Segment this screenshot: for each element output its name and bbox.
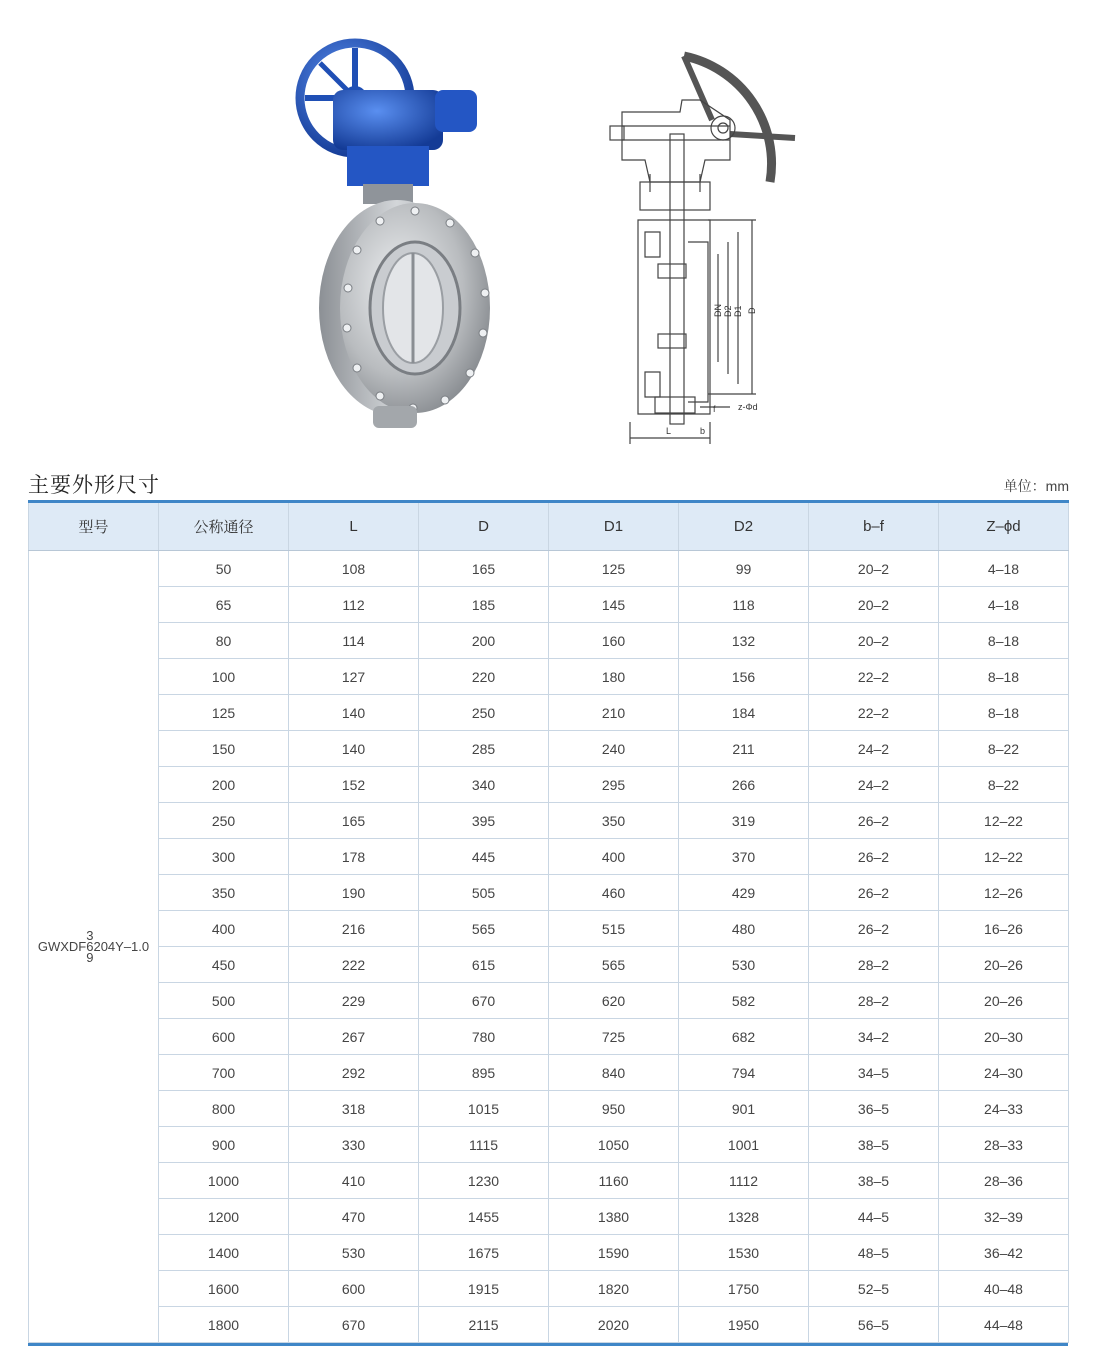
- cell-b-f: 26–2: [809, 911, 939, 947]
- valve-product-image: [285, 28, 495, 438]
- cell-d: 250: [419, 695, 549, 731]
- cell-l: 530: [289, 1235, 419, 1271]
- cell-d2: 429: [679, 875, 809, 911]
- table-row: [29, 1163, 1069, 1199]
- cell-nominal-diameter: 1200: [159, 1199, 289, 1235]
- cell-z-phid: 24–30: [939, 1055, 1069, 1091]
- table-row: [29, 1019, 1069, 1055]
- cell-d: 565: [419, 911, 549, 947]
- cell-d1: 950: [549, 1091, 679, 1127]
- cell-b-f: 44–5: [809, 1199, 939, 1235]
- cell-d2: 582: [679, 983, 809, 1019]
- cell-nominal-diameter: 1400: [159, 1235, 289, 1271]
- cell-d1: 2020: [549, 1307, 679, 1343]
- cell-d: 1675: [419, 1235, 549, 1271]
- dimension-table: [28, 500, 1069, 1343]
- cell-d2: 480: [679, 911, 809, 947]
- cell-z-phid: 20–26: [939, 947, 1069, 983]
- cell-d1: 350: [549, 803, 679, 839]
- table-row: [29, 1199, 1069, 1235]
- cell-nominal-diameter: 700: [159, 1055, 289, 1091]
- drawing-label-d1: D1: [733, 305, 743, 317]
- cell-nominal-diameter: 125: [159, 695, 289, 731]
- cell-d1: 515: [549, 911, 679, 947]
- cell-l: 222: [289, 947, 419, 983]
- table-header-row: [29, 502, 1069, 551]
- valve-dimension-drawing: [600, 42, 820, 452]
- cell-d: 505: [419, 875, 549, 911]
- cell-d: 780: [419, 1019, 549, 1055]
- cell-d1: 210: [549, 695, 679, 731]
- cell-d1: 840: [549, 1055, 679, 1091]
- cell-b-f: 34–5: [809, 1055, 939, 1091]
- cell-nominal-diameter: 65: [159, 587, 289, 623]
- cell-l: 152: [289, 767, 419, 803]
- table-body: [29, 551, 1069, 1343]
- cell-d2: 1001: [679, 1127, 809, 1163]
- model-name: [38, 930, 149, 963]
- cell-d: 1230: [419, 1163, 549, 1199]
- table-row: [29, 1235, 1069, 1271]
- table-row: [29, 695, 1069, 731]
- cell-d2: 132: [679, 623, 809, 659]
- cell-z-phid: 8–18: [939, 695, 1069, 731]
- cell-l: 600: [289, 1271, 419, 1307]
- cell-d: 165: [419, 551, 549, 587]
- cell-d2: 901: [679, 1091, 809, 1127]
- table-row: [29, 1127, 1069, 1163]
- cell-d: 1915: [419, 1271, 549, 1307]
- drawing-label-d: D: [747, 307, 757, 314]
- cell-b-f: 56–5: [809, 1307, 939, 1343]
- model-middle: 6: [86, 939, 94, 954]
- cell-l: 140: [289, 695, 419, 731]
- cell-z-phid: 20–26: [939, 983, 1069, 1019]
- cell-d1: 1820: [549, 1271, 679, 1307]
- cell-l: 127: [289, 659, 419, 695]
- cell-nominal-diameter: 1800: [159, 1307, 289, 1343]
- cell-b-f: 52–5: [809, 1271, 939, 1307]
- table-row: [29, 947, 1069, 983]
- header-z-phid: Z–ϕd: [939, 502, 1069, 551]
- table-row: [29, 1055, 1069, 1091]
- cell-d1: 565: [549, 947, 679, 983]
- cell-z-phid: 36–42: [939, 1235, 1069, 1271]
- table-row: [29, 551, 1069, 587]
- cell-b-f: 20–2: [809, 551, 939, 587]
- model-stacked-variants: [86, 930, 93, 963]
- cell-b-f: 34–2: [809, 1019, 939, 1055]
- cell-d2: 1950: [679, 1307, 809, 1343]
- cell-z-phid: 16–26: [939, 911, 1069, 947]
- cell-d2: 266: [679, 767, 809, 803]
- cell-z-phid: 8–18: [939, 659, 1069, 695]
- cell-b-f: 20–2: [809, 623, 939, 659]
- cell-d1: 460: [549, 875, 679, 911]
- drawing-label-zphid: z-Φd: [738, 402, 758, 412]
- unit-label: 单位：mm: [1003, 478, 1069, 494]
- drawing-label-dn: DN: [713, 304, 723, 317]
- cell-d2: 184: [679, 695, 809, 731]
- cell-d1: 725: [549, 1019, 679, 1055]
- cell-d: 615: [419, 947, 549, 983]
- cell-nominal-diameter: 400: [159, 911, 289, 947]
- cell-d: 670: [419, 983, 549, 1019]
- cell-b-f: 26–2: [809, 803, 939, 839]
- header-model: 型号: [29, 502, 159, 551]
- cell-d1: 160: [549, 623, 679, 659]
- cell-b-f: 26–2: [809, 839, 939, 875]
- cell-z-phid: 20–30: [939, 1019, 1069, 1055]
- cell-d1: 145: [549, 587, 679, 623]
- cell-d2: 118: [679, 587, 809, 623]
- cell-b-f: 48–5: [809, 1235, 939, 1271]
- model-cell: [29, 551, 159, 1343]
- cell-l: 410: [289, 1163, 419, 1199]
- cell-d2: 530: [679, 947, 809, 983]
- table-row: [29, 731, 1069, 767]
- cell-d2: 1112: [679, 1163, 809, 1199]
- cell-nominal-diameter: 1000: [159, 1163, 289, 1199]
- cell-z-phid: 44–48: [939, 1307, 1069, 1343]
- cell-nominal-diameter: 50: [159, 551, 289, 587]
- cell-z-phid: 28–33: [939, 1127, 1069, 1163]
- cell-d: 395: [419, 803, 549, 839]
- cell-b-f: 20–2: [809, 587, 939, 623]
- cell-nominal-diameter: 600: [159, 1019, 289, 1055]
- cell-d1: 180: [549, 659, 679, 695]
- table-row: [29, 767, 1069, 803]
- cell-d1: 1590: [549, 1235, 679, 1271]
- cell-d2: 156: [679, 659, 809, 695]
- cell-nominal-diameter: 200: [159, 767, 289, 803]
- cell-d: 1015: [419, 1091, 549, 1127]
- cell-z-phid: 12–22: [939, 803, 1069, 839]
- cell-d: 185: [419, 587, 549, 623]
- cell-l: 267: [289, 1019, 419, 1055]
- cell-d: 285: [419, 731, 549, 767]
- model-superscript: 3: [86, 928, 94, 943]
- cell-b-f: 22–2: [809, 695, 939, 731]
- header-d: D: [419, 502, 549, 551]
- cell-d: 220: [419, 659, 549, 695]
- cell-b-f: 38–5: [809, 1163, 939, 1199]
- table-row: [29, 839, 1069, 875]
- table-row: [29, 1091, 1069, 1127]
- drawing-label-b: b: [700, 426, 706, 436]
- cell-nominal-diameter: 800: [159, 1091, 289, 1127]
- table-row: [29, 1307, 1069, 1343]
- cell-nominal-diameter: 80: [159, 623, 289, 659]
- table-row: [29, 1271, 1069, 1307]
- cell-l: 108: [289, 551, 419, 587]
- figure-area: [0, 0, 1105, 460]
- cell-l: 318: [289, 1091, 419, 1127]
- cell-d: 1455: [419, 1199, 549, 1235]
- cell-z-phid: 28–36: [939, 1163, 1069, 1199]
- cell-d2: 794: [679, 1055, 809, 1091]
- drawing-label-f: f: [713, 404, 716, 414]
- cell-l: 670: [289, 1307, 419, 1343]
- model-subscript: 9: [86, 950, 94, 965]
- cell-d1: 400: [549, 839, 679, 875]
- cell-l: 190: [289, 875, 419, 911]
- cell-b-f: 24–2: [809, 767, 939, 803]
- cell-nominal-diameter: 900: [159, 1127, 289, 1163]
- cell-l: 216: [289, 911, 419, 947]
- cell-d: 1115: [419, 1127, 549, 1163]
- cell-d1: 240: [549, 731, 679, 767]
- header-nominal-diameter: 公称通径: [159, 502, 289, 551]
- cell-d: 200: [419, 623, 549, 659]
- cell-b-f: 28–2: [809, 947, 939, 983]
- cell-b-f: 36–5: [809, 1091, 939, 1127]
- cell-d2: 1328: [679, 1199, 809, 1235]
- cell-nominal-diameter: 1600: [159, 1271, 289, 1307]
- cell-d1: 1050: [549, 1127, 679, 1163]
- cell-l: 112: [289, 587, 419, 623]
- cell-d: 445: [419, 839, 549, 875]
- cell-l: 330: [289, 1127, 419, 1163]
- cell-z-phid: 32–39: [939, 1199, 1069, 1235]
- header-l: L: [289, 502, 419, 551]
- cell-nominal-diameter: 100: [159, 659, 289, 695]
- table-row: [29, 983, 1069, 1019]
- cell-d1: 295: [549, 767, 679, 803]
- cell-z-phid: 12–26: [939, 875, 1069, 911]
- cell-d2: 99: [679, 551, 809, 587]
- cell-d2: 1750: [679, 1271, 809, 1307]
- cell-d: 340: [419, 767, 549, 803]
- table-row: [29, 803, 1069, 839]
- table-row: [29, 623, 1069, 659]
- cell-d2: 1530: [679, 1235, 809, 1271]
- cell-l: 178: [289, 839, 419, 875]
- cell-z-phid: 24–33: [939, 1091, 1069, 1127]
- cell-z-phid: 8–18: [939, 623, 1069, 659]
- cell-z-phid: 8–22: [939, 731, 1069, 767]
- cell-d: 895: [419, 1055, 549, 1091]
- cell-d1: 125: [549, 551, 679, 587]
- table-row: [29, 587, 1069, 623]
- cell-nominal-diameter: 500: [159, 983, 289, 1019]
- cell-d2: 682: [679, 1019, 809, 1055]
- cell-z-phid: 40–48: [939, 1271, 1069, 1307]
- cell-nominal-diameter: 350: [159, 875, 289, 911]
- cell-b-f: 24–2: [809, 731, 939, 767]
- cell-l: 292: [289, 1055, 419, 1091]
- cell-nominal-diameter: 250: [159, 803, 289, 839]
- cell-d1: 1380: [549, 1199, 679, 1235]
- cell-b-f: 26–2: [809, 875, 939, 911]
- dimension-table-container: [28, 500, 1068, 1346]
- cell-l: 140: [289, 731, 419, 767]
- cell-d: 2115: [419, 1307, 549, 1343]
- table-row: [29, 911, 1069, 947]
- cell-l: 114: [289, 623, 419, 659]
- section-title: 主要外形尺寸: [28, 474, 160, 497]
- cell-l: 229: [289, 983, 419, 1019]
- cell-z-phid: 4–18: [939, 551, 1069, 587]
- drawing-label-d2: D2: [723, 305, 733, 317]
- header-d1: D1: [549, 502, 679, 551]
- cell-nominal-diameter: 450: [159, 947, 289, 983]
- cell-d2: 319: [679, 803, 809, 839]
- model-prefix: GWXDF: [37, 939, 87, 954]
- model-suffix: 204Y–1.0: [93, 939, 150, 954]
- header-d2: D2: [679, 502, 809, 551]
- drawing-label-l: L: [666, 426, 672, 436]
- cell-d1: 620: [549, 983, 679, 1019]
- table-row: [29, 659, 1069, 695]
- cell-z-phid: 4–18: [939, 587, 1069, 623]
- cell-l: 165: [289, 803, 419, 839]
- cell-b-f: 38–5: [809, 1127, 939, 1163]
- header-b-f: b–f: [809, 502, 939, 551]
- cell-d1: 1160: [549, 1163, 679, 1199]
- cell-d2: 370: [679, 839, 809, 875]
- cell-z-phid: 8–22: [939, 767, 1069, 803]
- cell-b-f: 22–2: [809, 659, 939, 695]
- table-row: [29, 875, 1069, 911]
- cell-d2: 211: [679, 731, 809, 767]
- cell-l: 470: [289, 1199, 419, 1235]
- cell-b-f: 28–2: [809, 983, 939, 1019]
- cell-nominal-diameter: 150: [159, 731, 289, 767]
- cell-nominal-diameter: 300: [159, 839, 289, 875]
- cell-z-phid: 12–22: [939, 839, 1069, 875]
